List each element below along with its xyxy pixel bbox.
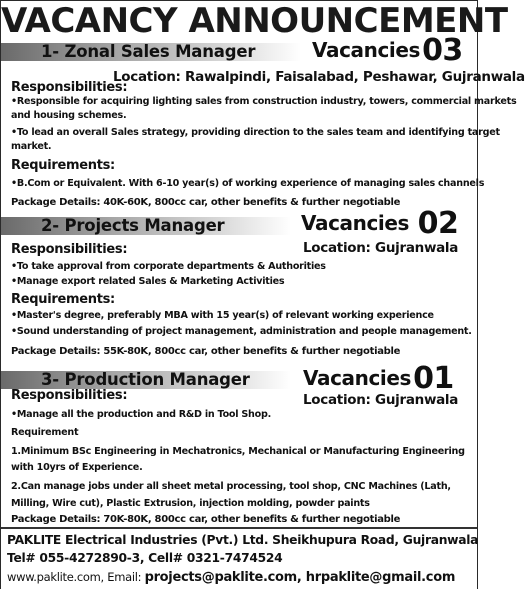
job-2-requirement-line: •Master's degree, preferably MBA with 15 year(s) of relevant working experience (11, 310, 434, 321)
job-1-package: Package Details: 40K-60K, 800cc car, other benefits & further negotiable (11, 197, 401, 208)
job-1-vacancies-label: Vacancies (312, 38, 421, 62)
job-2-responsibility-line: •Manage export related Sales & Marketing Activities (11, 276, 285, 287)
job-3-requirement-line: 1.Minimum BSc Engineering in Mechatronics, Mechanical or Manufacturing Engineering (11, 446, 465, 457)
job-3-location: Location: Gujranwala (303, 392, 459, 408)
job-2-requirement-line: •Sound understanding of project management, administration and people management. (11, 326, 472, 337)
job-3-responsibility-line: •Manage all the production and R&D in Tool Shop. (11, 409, 271, 420)
job-2-responsibilities-label: Responsibilities: (11, 242, 128, 257)
job-1-heading: 1- Zonal Sales Manager (41, 42, 256, 61)
job-3-vacancies-count: 01 (413, 361, 454, 396)
company-footer (1, 527, 477, 590)
job-2-location: Location: Gujranwala (303, 240, 459, 256)
job-1-responsibility-line: •To lead an overall Sales strategy, providing direction to the sales team and identifying target (11, 127, 500, 138)
email-addresses[interactable]: projects@paklite.com, hrpaklite@gmail.com (144, 570, 456, 585)
job-2-vacancies-label: Vacancies (301, 211, 410, 235)
job-3-vacancies (303, 361, 454, 396)
job-3-heading: 3- Production Manager (41, 370, 250, 389)
job-2-vacancies (301, 206, 459, 241)
job-1-vacancies-count: 03 (422, 33, 463, 68)
company-contact (7, 568, 455, 587)
job-3-responsibilities-label: Responsibilities: (11, 388, 128, 403)
job-3-requirement-line: Milling, Wire cut), Plastic Extrusion, injection molding, powder paints (11, 498, 370, 509)
company-phones: Tel# 055-4272890-3, Cell# 0321-7474524 (7, 551, 283, 565)
job-3-requirement-line: 2.Can manage jobs under all sheet metal processing, tool shop, CNC Machines (Lath, (11, 481, 451, 492)
job-1-responsibility-line: and housing schemes. (11, 110, 127, 121)
job-1-responsibilities-label: Responsibilities: (11, 80, 128, 95)
job-2-package: Package Details: 55K-80K, 800cc car, other benefits & further negotiable (11, 346, 401, 357)
job-1-requirement-line: •B.Com or Equivalent. With 6-10 year(s) of working experience of managing sales channels (11, 178, 485, 189)
job-1-responsibility-line: •Responsible for acquiring lighting sales from construction industry, towers, commercial markets (11, 96, 517, 107)
job-1-location: Location: Rawalpindi, Faisalabad, Peshawar, Gujranwala (113, 69, 525, 85)
job-2-requirements-label: Requirements: (11, 292, 115, 307)
announcement-title: VACANCY ANNOUNCEMENT (1, 1, 508, 41)
job-3-package: Package Details: 70K-80K, 800cc car, other benefits & further negotiable (11, 514, 401, 525)
job-3-requirement-line: with 10yrs of Experience. (11, 462, 143, 473)
job-1-responsibility-line: market. (11, 141, 52, 152)
company-address: PAKLITE Electrical Industries (Pvt.) Ltd. Sheikhupura Road, Gujranwala (7, 533, 479, 547)
job-2-responsibility-line: •To take approval from corporate departments & Authorities (11, 261, 326, 272)
job-1-vacancies (312, 33, 463, 68)
job-2-vacancies-count: 02 (417, 206, 459, 241)
job-1-requirements-label: Requirements: (11, 158, 115, 173)
website-email-prefix: www.paklite.com, Email: (7, 570, 145, 584)
job-3-vacancies-label: Vacancies (303, 366, 412, 390)
job-2-heading: 2- Projects Manager (41, 216, 225, 235)
job-3-requirements-label: Requirement (11, 427, 79, 438)
